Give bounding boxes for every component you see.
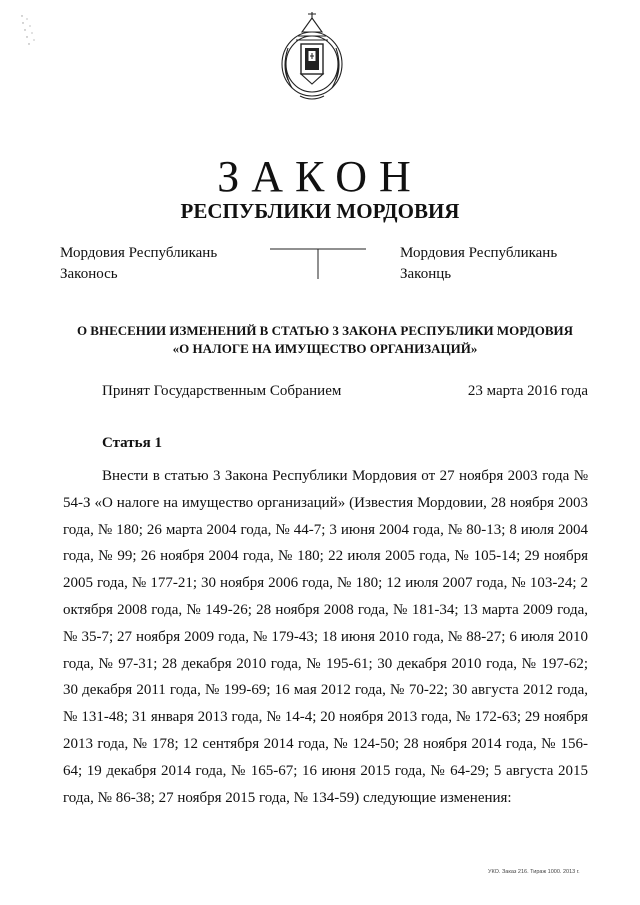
law-heading — [40, 322, 610, 358]
law-heading-line-2: «О НАЛОГЕ НА ИМУЩЕСТВО ОРГАНИЗАЦИЙ» — [172, 341, 478, 356]
republic-name: РЕСПУБЛИКИ МОРДОВИЯ — [180, 199, 460, 223]
moksha-line-1: Мордовия Республикань — [60, 245, 218, 261]
law-heading-line-1: О ВНЕСЕНИИ ИЗМЕНЕНИЙ В СТАТЬЮ 3 ЗАКОНА РЕСПУБЛИКИ МОРДОВИЯ — [76, 323, 574, 338]
print-mark: УКО. Заказ 216. Тираж 1000. 2013 г. — [488, 869, 580, 875]
erzya-line-1: Мордовия Республикань — [400, 245, 558, 261]
moksha-title — [60, 243, 217, 285]
adopted-date: 23 марта 2016 года — [467, 383, 588, 399]
moksha-line-2: Законось — [60, 266, 118, 282]
separator-t-mark — [270, 243, 366, 279]
coat-of-arms-icon — [272, 10, 352, 106]
adopted-label: Принят Государственным Собранием — [102, 383, 342, 399]
article-title: Статья 1 — [102, 435, 162, 451]
article-body: Внести в статью 3 Закона Республики Мордовия от 27 ноября 2003 года № 54-З «О налоге на имущество организаций» (Известия Мордовии, 28 ноября 2003 года, № 180; 26 марта 2004 года, № 44-7; 3 июня 2004 года, № 80-13; 8 июля 2004 года, № 99; 26 ноября 2004 года, № 180; 22 июля 2005 года, № 105-14; 29 ноября 2005 года, № 177-21; 30 ноября 2006 года, № 180; 12 июля 2007 года, № 103-24; 2 октября 2008 года, № 149-26; 28 ноября 2008 года, № 181-34; 13 марта 2009 года, № 35-7; 27 ноября 2009 года, № 179-43; 18 июня 2010 года, № 88-27; 6 июля 2010 года, № 97-31; 28 декабря 2010 года, № 195-61; 30 декабря 2010 года, № 197-62; 30 декабря 2011 года, № 199-69; 16 мая 2012 года, № 70-22; 30 августа 2012 года, № 131-48; 31 января 2013 года, № 14-4; 20 ноября 2013 года, № 172-63; 29 ноября 2013 года, № 178; 12 сентября 2014 года, № 124-50; 28 ноября 2014 года, № 156-64; 19 декабря 2014 года, № 165-67; 16 июня 2015 года, № 64-29; 5 августа 2015 года, № 86-38; 27 ноября 2015 года, № 134-59) следующие изменения: — [63, 468, 588, 806]
scan-marks — [18, 12, 48, 48]
law-title: ЗАКОН — [217, 152, 423, 201]
erzya-line-2: Законць — [400, 266, 452, 282]
erzya-title — [400, 243, 557, 285]
